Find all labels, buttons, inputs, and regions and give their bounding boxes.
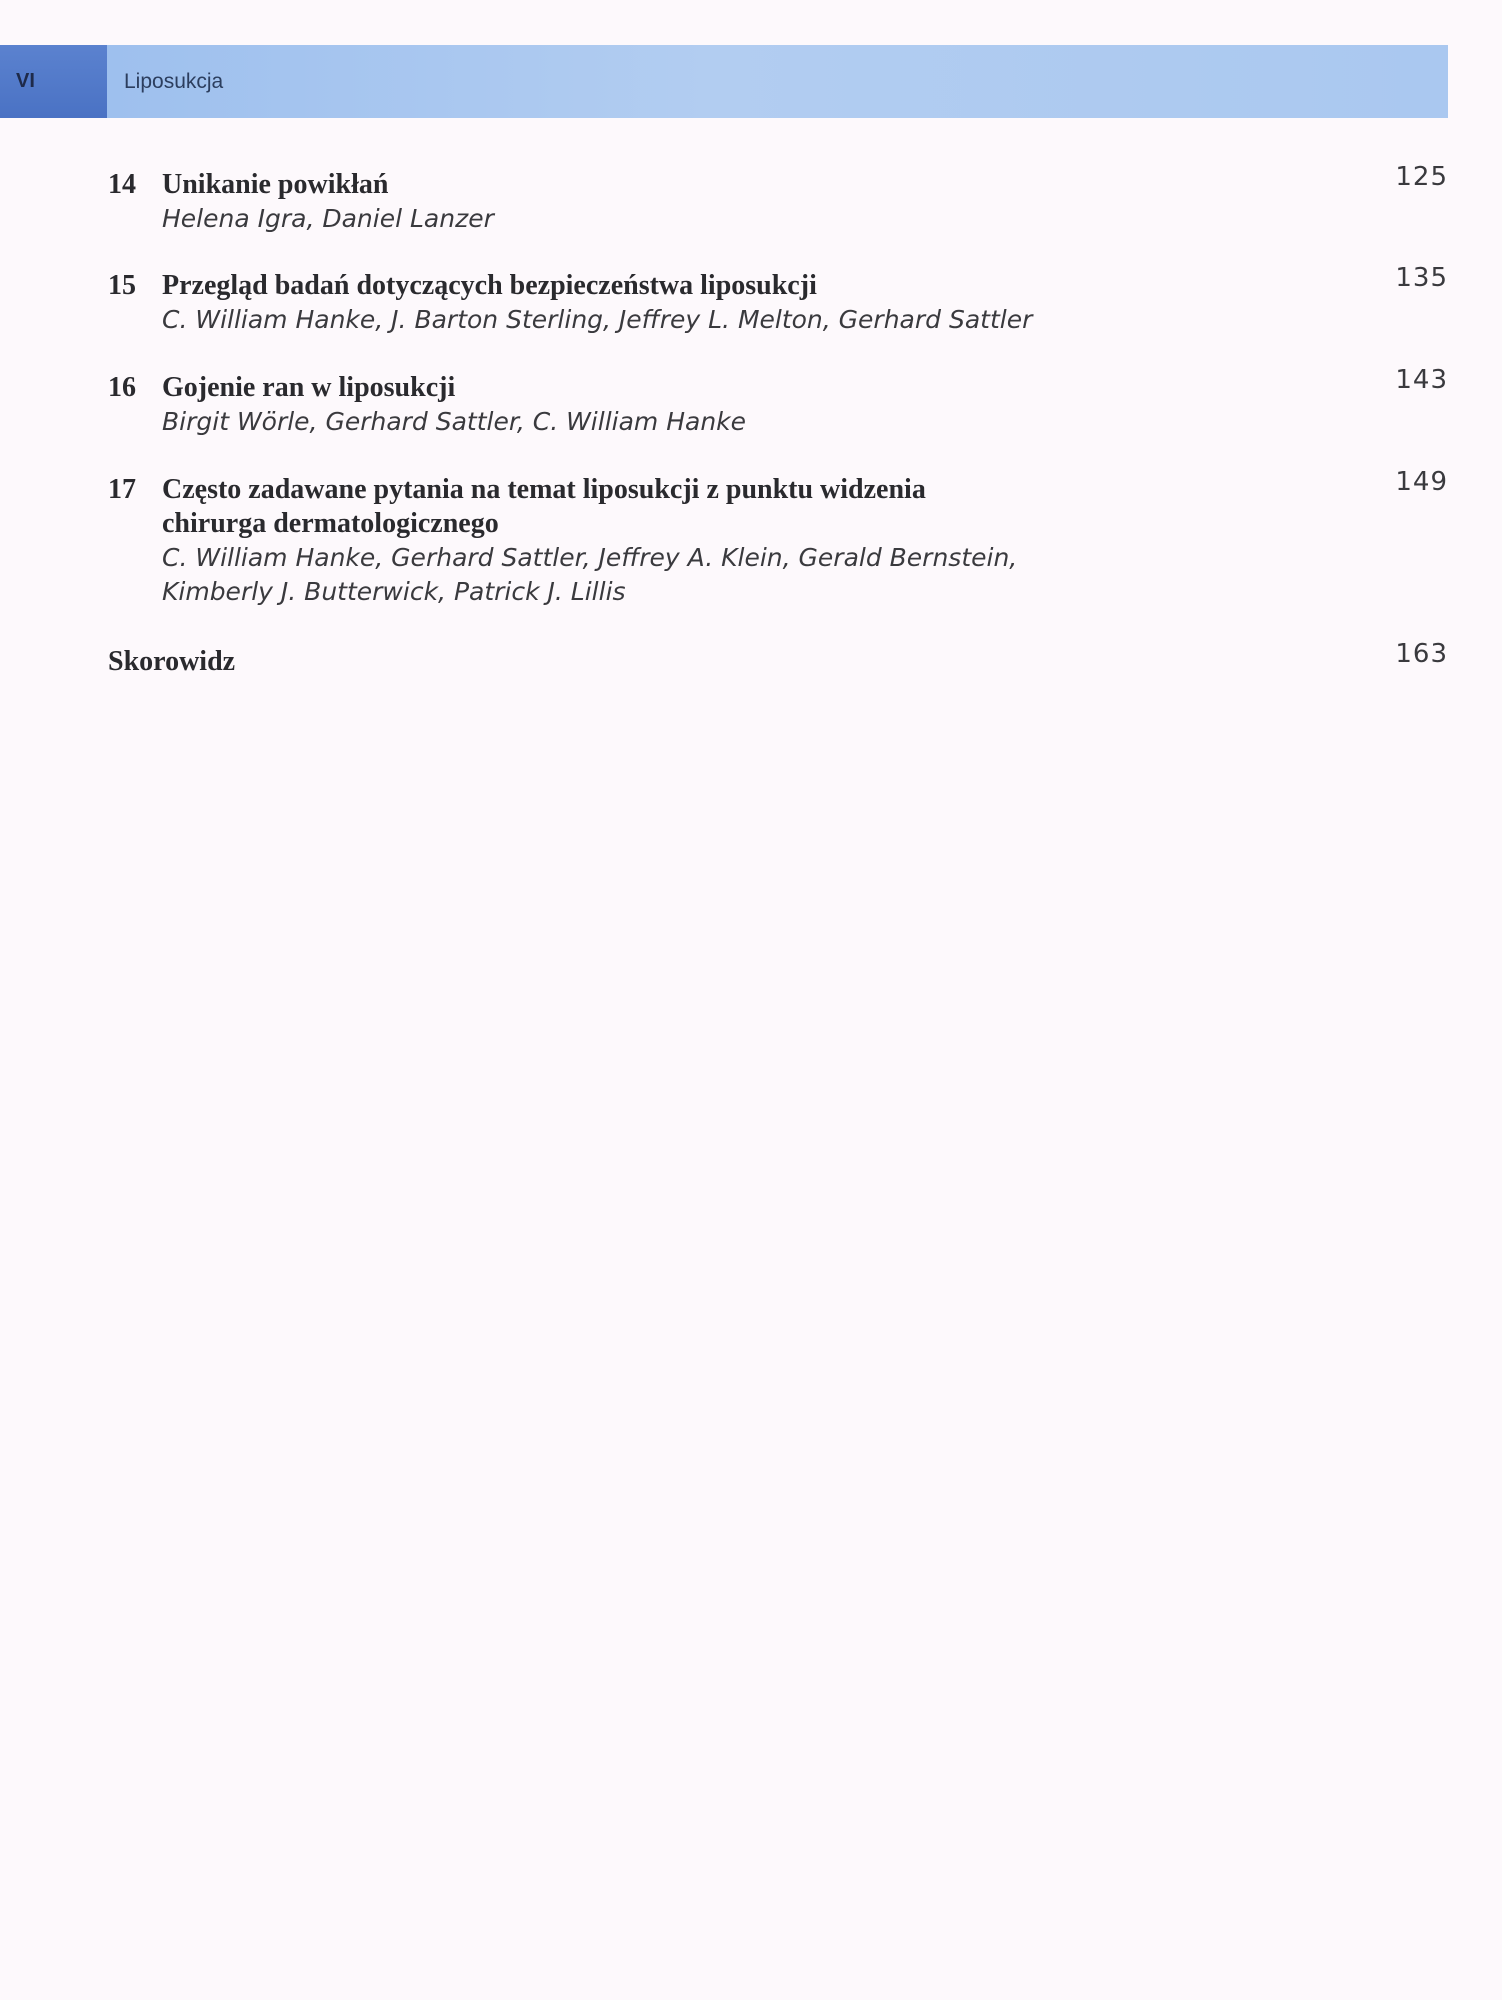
chapter-number: 15: [108, 270, 136, 301]
chapter-authors-line: Kimberly J. Butterwick, Patrick J. Lillis: [162, 577, 626, 606]
chapter-authors: C. William Hanke, J. Barton Sterling, Jeffrey L. Melton, Gerhard Sattler: [162, 305, 1033, 334]
chapter-body: [162, 269, 1162, 337]
chapter-title: Unikanie powikłań: [162, 169, 389, 200]
chapter-authors: Birgit Wörle, Gerhard Sattler, C. William Hanke: [162, 407, 747, 436]
chapter-number: 17: [108, 474, 136, 505]
chapter-authors: Helena Igra, Daniel Lanzer: [162, 204, 494, 233]
chapter-title: Przegląd badań dotyczących bezpieczeństwa liposukcji: [162, 270, 817, 301]
chapter-page: 125: [1395, 162, 1448, 192]
chapter-title-line: Często zadawane pytania na temat liposukcji z punktu widzenia: [162, 474, 926, 505]
index-page: 163: [1395, 639, 1448, 669]
chapter-page: 143: [1395, 365, 1448, 395]
running-title-bar: [107, 45, 1448, 118]
toc-entry-index[interactable]: [108, 639, 1448, 679]
chapter-body: [162, 168, 1162, 236]
chapter-body: [162, 371, 1162, 439]
chapter-authors-line: C. William Hanke, Gerhard Sattler, Jeffrey A. Klein, Gerald Bernstein,: [162, 543, 1018, 572]
running-title: Liposukcja: [124, 69, 224, 93]
chapter-title-line: chirurga dermatologicznego: [162, 508, 499, 539]
chapter-body: [162, 473, 1162, 609]
page-number: VI: [16, 70, 35, 92]
chapter-title: Gojenie ran w liposukcji: [162, 372, 456, 403]
running-header: [0, 45, 1448, 118]
chapter-number: 14: [108, 169, 136, 200]
chapter-number: 16: [108, 372, 136, 403]
chapter-page: 149: [1395, 467, 1448, 497]
page-number-tab: [0, 45, 107, 118]
index-title: Skorowidz: [108, 646, 236, 677]
chapter-page: 135: [1395, 263, 1448, 293]
